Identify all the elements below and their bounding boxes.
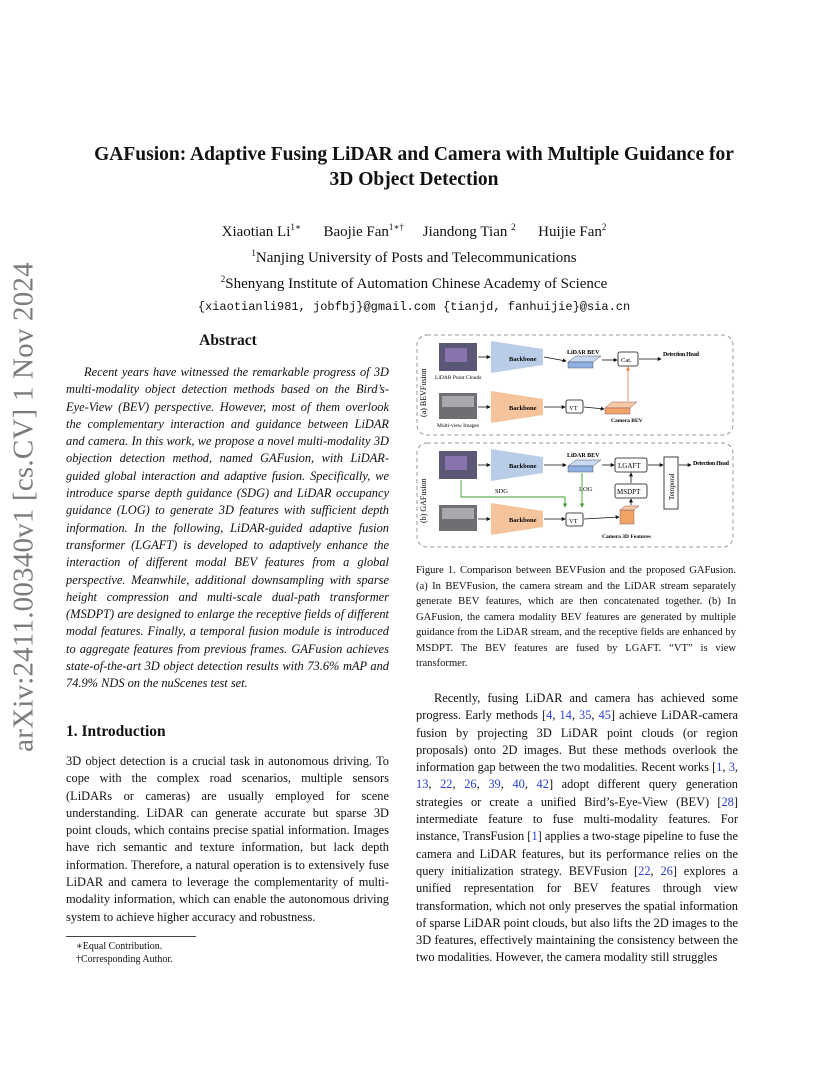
author-name: Huijie Fan — [538, 224, 602, 240]
arxiv-stamp — [4, 262, 44, 752]
footnote-corresponding: †Corresponding Author. — [76, 954, 173, 965]
camera-backbone-label-b: Backbone — [509, 517, 537, 524]
author-name: Xiaotian Li — [221, 224, 291, 240]
body-text-run: , — [524, 777, 537, 792]
affiliation-mark: 1 — [251, 248, 256, 258]
sdg-label: SDG — [495, 488, 509, 495]
multiview-image-inner-b — [442, 508, 474, 519]
body-text-run: , — [722, 760, 729, 775]
body-text-run: , — [591, 708, 599, 723]
citation-link[interactable]: 26 — [660, 863, 673, 878]
camera-3d-cube-top — [620, 506, 639, 510]
log-label: LOG — [579, 486, 593, 493]
arxiv-stamp-text: arXiv:2411.00340v1 [cs.CV] 1 Nov 2024 — [7, 262, 40, 752]
citation-link[interactable]: 13 — [416, 777, 429, 792]
footnote-equal-contribution: ∗Equal Contribution. — [76, 941, 163, 952]
citation-link[interactable]: 22 — [440, 777, 453, 792]
camera-backbone-label: Backbone — [509, 405, 537, 412]
right-column-paragraph — [416, 690, 738, 967]
citation-link[interactable]: 22 — [638, 863, 651, 878]
citation-link[interactable]: 14 — [559, 708, 572, 723]
camera-bev-cube-top — [605, 402, 637, 408]
lidar-bev-label-b: LiDAR BEV — [567, 453, 600, 459]
camera-3d-label: Camera 3D Features — [602, 534, 651, 540]
title-line-2: 3D Object Detection — [329, 169, 499, 190]
citation-link[interactable]: 3 — [728, 760, 735, 775]
arrow-a-2 — [544, 357, 566, 361]
lidar-pointcloud-highlight — [445, 348, 467, 362]
affiliation-1 — [60, 243, 768, 269]
body-text-run: , — [571, 708, 579, 723]
affiliation-2 — [60, 269, 768, 295]
citation-link[interactable]: 40 — [512, 777, 525, 792]
body-text-run: , — [500, 777, 513, 792]
body-text-run: , — [476, 777, 489, 792]
temporal-label: Temporal — [668, 473, 676, 500]
body-text-run: ] applies a two-stage pipeline to fuse the camera and LiDAR features, but its performance relies on the query initialization strategy. BEVFusion [ — [416, 829, 738, 878]
author-mark: 1∗† — [388, 222, 405, 232]
vt-label-a: VT — [569, 405, 578, 412]
body-text-run: , — [650, 863, 661, 878]
body-text-run: ] explores a unified representation for BEV features through view transformation, which not only preserves the spatial information of sparse LiDAR point clouds, but also lifts the 2D images to the 3D features, effectively maintaining the consistency between the two modalities. However, the camera modality still struggles — [416, 863, 738, 965]
lidar-backbone-label: Backbone — [509, 356, 537, 363]
citation-link[interactable]: 35 — [579, 708, 592, 723]
paper-title — [60, 142, 768, 192]
author-name: Jiandong Tian — [422, 224, 508, 240]
intro-text: 3D object detection is a crucial task in autonomous driving. To cope with the complex road scenarios, multiple sensors (LiDARs or cameras) are usually employed for scene understanding. LiDAR can generate accurate but sparse 3D point clouds, which contains precise spatial information. Images have rich semantic and texture information, but lack depth information. Therefore, a natural operation is to extensively fuse LiDAR and camera to leverage the complementarity of multi-modality information, which can enable the autonomous driving system to achieve higher accuracy and robustness. — [66, 754, 389, 924]
citation-link[interactable]: 28 — [721, 794, 734, 809]
citation-link[interactable]: 42 — [536, 777, 549, 792]
affiliation-text: Shenyang Institute of Automation Chinese Academy of Science — [225, 276, 608, 292]
affiliation-mark: 2 — [220, 274, 226, 284]
vt-label-b: VT — [569, 518, 578, 525]
lidar-backbone-label-b: Backbone — [509, 463, 537, 470]
affiliation-text: Nanjing University of Posts and Telecommunications — [255, 250, 577, 266]
citation-link[interactable]: 45 — [598, 708, 611, 723]
body-text-run: ] adopt different query generation strategies or create a unified Bird’s-Eye-View (BEV) [ — [416, 777, 738, 809]
cat-label: Cat. — [621, 357, 632, 364]
author-mark: 1∗ — [290, 222, 301, 232]
detection-head-label-a: Detection Head — [663, 352, 699, 358]
sdg-guidance-line — [461, 480, 565, 507]
author-mark: 2 — [601, 222, 607, 232]
detection-head-label-b: Detection Head — [693, 461, 729, 467]
camera-3d-cube — [620, 510, 634, 524]
citation-link[interactable]: 26 — [464, 777, 477, 792]
lidar-bev-cube-b — [568, 460, 601, 466]
emails — [60, 296, 768, 318]
lidar-bev-cube-front — [568, 362, 593, 368]
email-group-1[interactable]: {xiaotianli981, jobfbj}@gmail.com — [197, 300, 436, 314]
camera-bev-label: Camera BEV — [611, 418, 643, 424]
arrow-b-10 — [584, 517, 619, 519]
lgaft-label: LGAFT — [618, 462, 641, 470]
lidar-bev-cube-front-b — [568, 466, 593, 472]
lidar-pointcloud-highlight-b — [445, 456, 467, 470]
multiview-label: Multi-view Images — [437, 423, 480, 429]
abstract-heading: Abstract — [199, 332, 257, 349]
body-text-run: , — [734, 760, 738, 775]
author-names — [60, 217, 768, 243]
lidar-pointcloud-label: LiDAR Point Clouds — [435, 375, 482, 381]
right-column-body — [416, 690, 738, 967]
camera-bev-cube-front — [605, 408, 630, 414]
abstract-text: Recent years have witnessed the remarkable progress of 3D multi-modality object detection methods based on the Bird’s-Eye-View (BEV) perspective. However, most of them overlook the complementary interaction and guidance between LiDAR and camera. In this work, we propose a novel multi-modality 3D objection detection method, named GAFusion, with LiDAR-guided global interaction and adaptive fusion. Specifically, we introduce sparse depth guidance (SDG) and LiDAR occupancy guidance (LOG) to generate 3D features with sufficient depth information. In the following, LiDAR-guided adaptive fusion transformer (LGAFT) is developed to adaptively enhance the interaction of different modal BEV features from a global perspective. Meanwhile, additional downsampling with sparse height compression and multi-scale dual-path transformer (MSDPT) are designed to enlarge the receptive fields of different modal features. Finally, a temporal fusion module is introduced to aggregate features from previous frames. GAFusion achieves state-of-the-art 3D object detection results with 73.6% mAP and 74.9% NDS on the nuScenes test set. — [66, 365, 389, 691]
email-group-2[interactable]: {tianjd, fanhuijie}@sia.cn — [442, 300, 631, 314]
citation-link[interactable]: 1 — [531, 829, 538, 844]
arrow-a-7 — [584, 407, 604, 409]
body-text-run: ] achieve LiDAR-camera fusion by projecting 3D LiDAR point clouds (or region proposals) onto 2D images. But these methods overlook the information gap between the two modalities. Recent works [ — [416, 708, 739, 775]
footnote-divider — [66, 936, 196, 937]
body-text-run: , — [552, 708, 560, 723]
body-text-run: ] intermediate feature to fuse multi-modality features. For instance, TransFusion [ — [416, 794, 738, 844]
citation-link[interactable]: 39 — [488, 777, 501, 792]
body-text-run: , — [428, 777, 441, 792]
body-text-run: , — [452, 777, 465, 792]
figure-1-diagram — [415, 333, 735, 551]
body-text-run: Recently, fusing LiDAR and camera has achieved some progress. Early methods [ — [416, 691, 738, 723]
panel-b-side-label: (b) GAFusion — [419, 478, 428, 523]
panel-a-side-label: (a) BEVFusion — [419, 368, 428, 417]
citation-link[interactable]: 1 — [716, 760, 723, 775]
intro-heading: 1. Introduction — [66, 723, 166, 740]
title-line-1: GAFusion: Adaptive Fusing LiDAR and Camera with Multiple Guidance for — [94, 144, 734, 165]
citation-link[interactable]: 4 — [546, 708, 553, 723]
author-mark: 2 — [511, 222, 516, 232]
multiview-image-inner — [442, 396, 474, 407]
author-block — [60, 217, 768, 318]
figure-1-caption: Figure 1. Comparison between BEVFusion and the proposed GAFusion. (a) In BEVFusion, the camera stream and the LiDAR stream separately generate BEV features, which are then concatenated together. (b) In GAFusion, the camera modality BEV features are generated by multiple guidance from the LiDAR stream, and the receptive fields are enhanced by MSDPT. The BEV features are fused by LGAFT. “VT” is view transformer. — [416, 565, 736, 669]
msdpt-label: MSDPT — [617, 488, 641, 496]
lidar-bev-cube — [568, 356, 601, 362]
lidar-bev-label: LiDAR BEV — [567, 350, 600, 356]
author-name: Baojie Fan — [323, 224, 389, 240]
